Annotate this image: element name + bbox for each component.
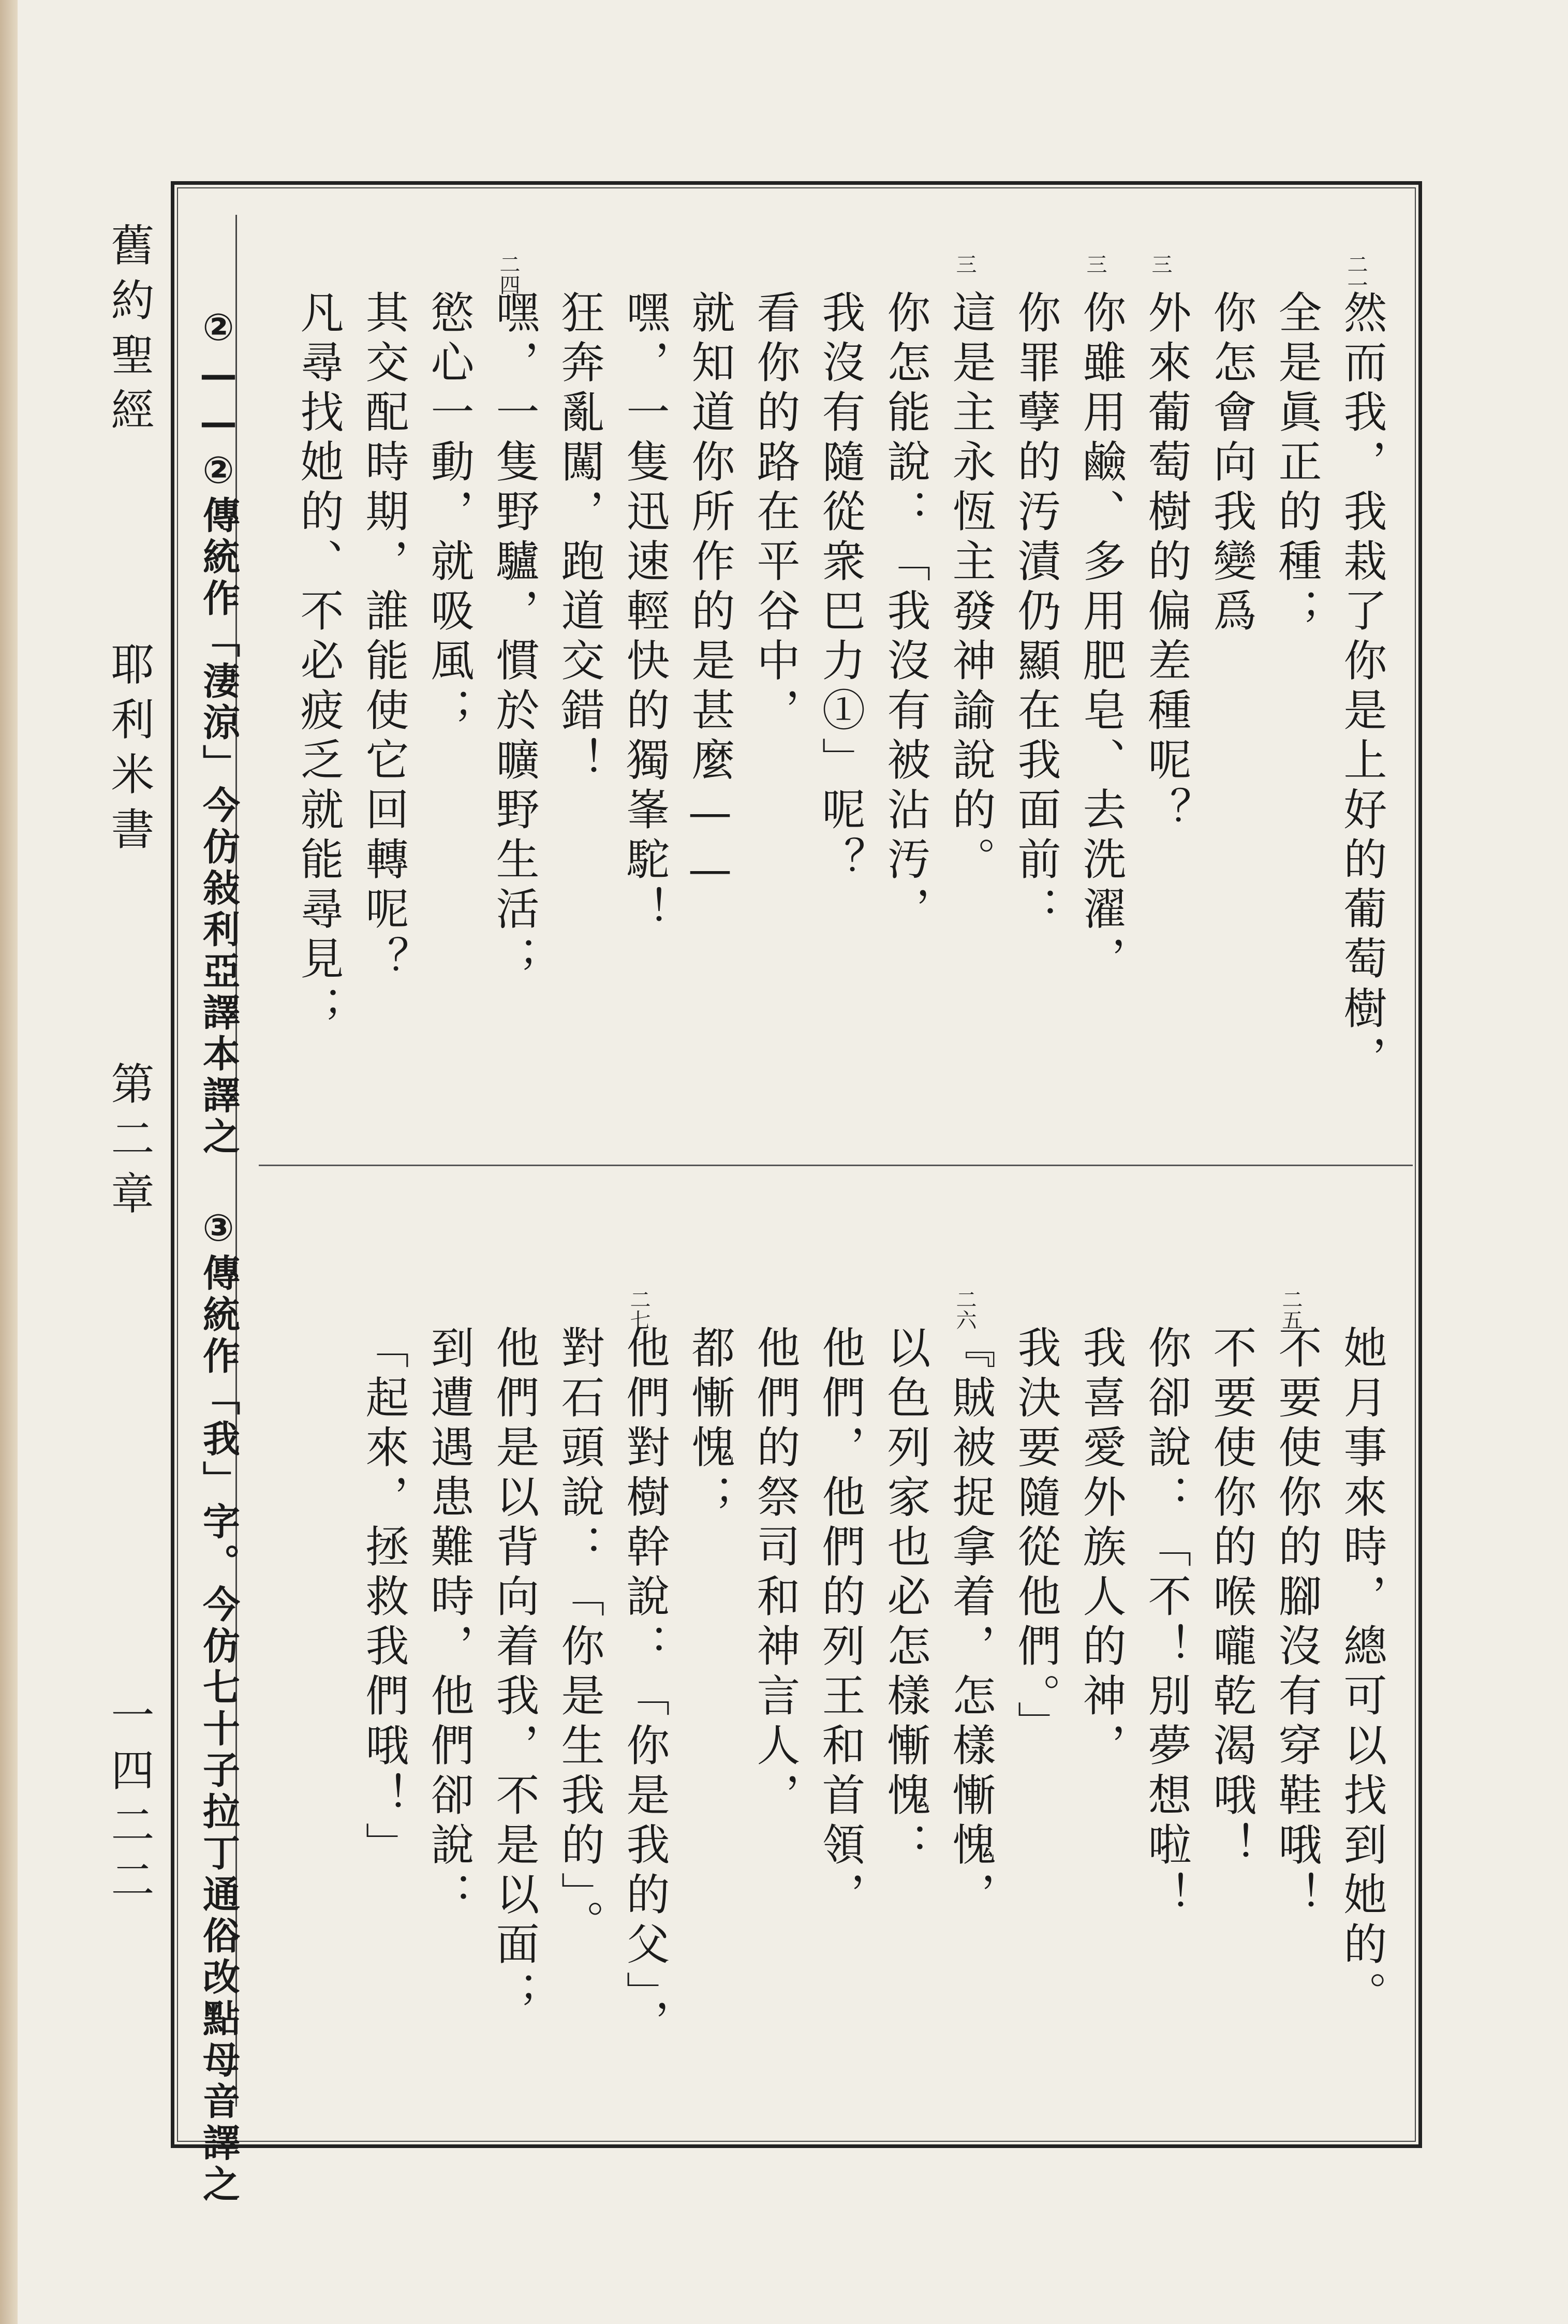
verse-line: 到遭遇患難時，他們卻說： xyxy=(424,1325,475,1921)
verse-line: 我決要隨從他們。」 xyxy=(1011,1325,1061,1751)
verse-line: 他們的祭司和神言人， xyxy=(750,1325,801,1822)
verse-line: 我沒有隨從衆巴力①」呢？ xyxy=(815,290,866,886)
verse-number: 二一 xyxy=(1344,254,1368,295)
verse-number: 二七 xyxy=(627,1289,650,1330)
verse-number: 二五 xyxy=(1279,1289,1303,1330)
verse-line: 嘿，一隻迅速輕快的獨峯駝！ xyxy=(619,290,670,936)
verse-line: 你罪孽的汚漬仍顯在我面前： xyxy=(1011,290,1061,936)
verse-line: 看你的路在平谷中， xyxy=(750,290,801,737)
verse-line: 凡尋找她的、不必疲乏就能尋見； xyxy=(293,290,344,1035)
header-book-title: 舊約聖經 xyxy=(104,223,155,442)
page-number: 一四二二 xyxy=(104,1693,155,1912)
verse-line: 他們對樹幹說：「你是我的父」， xyxy=(619,1325,670,2049)
verse-line: 都慚愧； xyxy=(685,1325,735,1524)
verse-line: 對石頭說：「你是生我的」。 xyxy=(554,1325,605,1949)
verse-line: 慾心一動，就吸風； xyxy=(424,290,475,737)
verse-line: 其交配時期，誰能使它回轉呢？ xyxy=(359,290,409,986)
verse-line: 全是眞正的種； xyxy=(1271,290,1322,638)
verse-line: 你怎會向我變爲 xyxy=(1206,290,1257,638)
verse-number: 三 xyxy=(1148,254,1172,274)
header-chapter: 第二章 xyxy=(104,1061,155,1226)
verse-line: 他們，他們的列王和首領， xyxy=(815,1325,866,1921)
verse-line: 嘿，一隻野驢，慣於曠野生活； xyxy=(489,290,540,986)
verse-line: 他們是以背向着我，不是以面； xyxy=(489,1325,540,2021)
footnote: ②——②傳統作「淒涼」今仿敍利亞譯本譯之 ③傳統作「我」字。今仿七十子拉丁通俗改點母音譯之 xyxy=(197,305,240,2206)
verse-line: 你雖用鹼、多用肥皂、去洗濯， xyxy=(1076,290,1127,986)
verse-line: 『賊被捉拿着，怎樣慚愧， xyxy=(945,1325,996,1921)
verse-line: 我喜愛外族人的神， xyxy=(1076,1325,1127,1772)
verse-line: 她月事來時，總可以找到她的。 xyxy=(1337,1325,1387,2021)
verse-line: 這是主永恆主發神諭說的。 xyxy=(945,290,996,886)
verse-number: 三 xyxy=(953,254,977,274)
verse-line: 你卻說：「不！別夢想啦！ xyxy=(1141,1325,1192,1921)
verse-line: 以色列家也必怎樣慚愧： xyxy=(880,1325,931,1872)
verse-line: 不要使你的腳沒有穿鞋哦！ xyxy=(1271,1325,1322,1921)
verse-number: 三 xyxy=(1083,254,1107,274)
verse-line: 然而我，我栽了你是上好的葡萄樹， xyxy=(1337,290,1387,1085)
header-book-name: 耶利米書 xyxy=(104,642,155,861)
verse-line: 「起來，拯救我們哦！」 xyxy=(359,1325,409,1872)
verse-line: 就知道你所作的是甚麼—— xyxy=(685,290,735,901)
verse-number: 二六 xyxy=(953,1289,977,1330)
page-edge xyxy=(0,0,18,2324)
verse-line: 不要使你的喉嚨乾渴哦！ xyxy=(1206,1325,1257,1872)
block-divider xyxy=(259,1165,1413,1166)
verse-line: 狂奔亂闖，跑道交錯！ xyxy=(554,290,605,787)
verse-line: 外來葡萄樹的偏差種呢？ xyxy=(1141,290,1192,836)
verse-line: 你怎能說：「我沒有被沾汚， xyxy=(880,290,931,936)
verse-number: 二四 xyxy=(496,254,520,295)
